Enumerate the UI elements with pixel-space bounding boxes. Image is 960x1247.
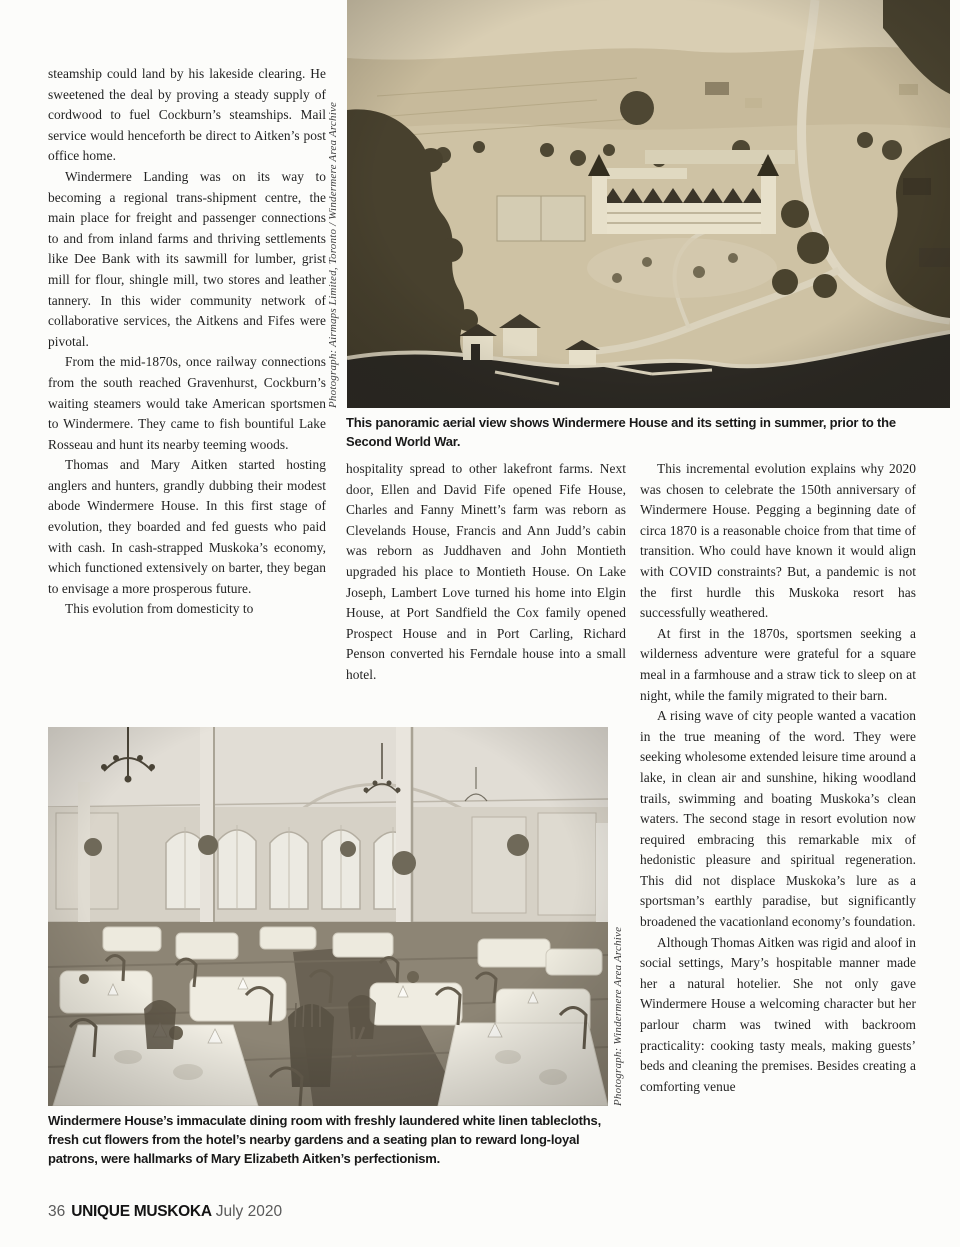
dining-photo-caption: Windermere House’s immaculate dining room with freshly laundered white linen tablecloths, fresh cut flowers from the hotel’s nearby gardens and a seating plan to reward long-loyal patrons, were hallmarks of Mary Elizabeth Aitken’s perfectionism. xyxy=(48,1113,601,1166)
body-paragraph: A rising wave of city people wanted a vacation in the true meaning of the word. They were seeking wholesome extended leisure time around a lake, in clean air and sunshine, hiking woodland trails, swimming and boating Muskoka’s clean waters. The second stage in resort evolution now required embracing this remarkable mix of hedonistic pleasure and spiritual regeneration. This did not displace Muskoka’s lure as a sportsman’s earthly paradise, but significantly broadened the vacationland economy’s foundation. xyxy=(640,708,916,930)
body-paragraph: Although Thomas Aitken was rigid and aloof in social settings, Mary’s hospitable manner made her a natural hotelier. She not only gave Windermere House a welcoming character but her parlour charm was twined with backroom practicality: cooking tasty meals, making guests’ beds and cleaning the premises. Besides creating a comforting venue xyxy=(640,934,916,1094)
magazine-name: UNIQUE MUSKOKA xyxy=(71,1203,212,1220)
body-paragraph: From the mid-1870s, once railway connections from the south reached Gravenhurst, Cockburn’s waiting steamers would take American sportsmen to Windermere. They came to fish bountiful Lake Rosseau and hunt its nearby teeming woods. xyxy=(48,354,326,452)
article-column-right xyxy=(640,459,916,1097)
aerial-photo-caption: This panoramic aerial view shows Windermere House and its setting in summer, prior to the Second World War. xyxy=(346,415,896,449)
body-paragraph: Windermere Landing was on its way to becoming a regional trans-shipment centre, the main place for freight and passenger connections to and from inland farms and thriving settlements like Dee Bank with its sawmill for lumber, grist mill for flour, shingle mill, two stores and leather tannery. In this wider community network of collaborative services, the Aitkens and Fifes were pivotal. xyxy=(48,168,326,349)
article-column-left xyxy=(48,64,326,620)
body-paragraph: This evolution from domesticity to xyxy=(65,601,254,617)
dining-room-photo-image xyxy=(48,727,608,1106)
body-paragraph: hospitality spread to other lakefront farms. Next door, Ellen and David Fife opened Fife House, Charles and Fanny Minett’s farm was reborn as Clevelands House, Francis and Ann Judd’s cabin was reborn as Juddhaven and John Montieth upgraded his place to Montieth House. On Lake Joseph, Lambert Love turned his home into Elgin House, at Port Sandfield the Cox family opened Prospect House and in Port Carling, Richard Penson converted his Ferndale house into a small hotel. xyxy=(346,461,626,682)
dining-room-photo xyxy=(48,727,608,1106)
aerial-photo xyxy=(347,0,950,408)
body-paragraph: steamship could land by his lakeside clearing. He sweetened the deal by proving a steady supply of cordwood to fuel Cockburn’s steamships. Mail service would henceforth be direct to Aitken’s post office home. xyxy=(48,66,326,164)
aerial-photo-image xyxy=(347,0,950,408)
body-paragraph: At first in the 1870s, sportsmen seeking a wilderness adventure were grateful for a square meal in a farmhouse and a straw tick to sleep on at night, while the family migrated to their barn. xyxy=(640,625,916,703)
body-paragraph: Thomas and Mary Aitken started hosting anglers and hunters, grandly dubbing their modest abode Windermere House. In this first stage of evolution, they boarded and fed guests who paid with cash. In cash-strapped Muskoka’s economy, which functioned extensively on barter, they began to envisage a more prosperous future. xyxy=(48,457,326,596)
body-paragraph: This incremental evolution explains why 2020 was chosen to celebrate the 150th anniversary of Windermere House. Pegging a beginning date of circa 1870 is a reasonable choice from that time of transition. Who could have known it would align with COVID constraints? But, a pandemic is not the first hurdle this Muskoka resort has successfully weathered. xyxy=(640,461,916,621)
dining-photo-credit: Photograph: Windermere Area Archive xyxy=(612,926,624,1106)
issue-date: July 2020 xyxy=(215,1203,283,1220)
article-column-middle xyxy=(346,459,626,686)
page-number: 36 xyxy=(48,1203,66,1220)
aerial-photo-credit: Photograph: Airmaps Limited, Toronto / Windermere Area Archive xyxy=(327,101,339,408)
page-footer xyxy=(48,1203,282,1221)
